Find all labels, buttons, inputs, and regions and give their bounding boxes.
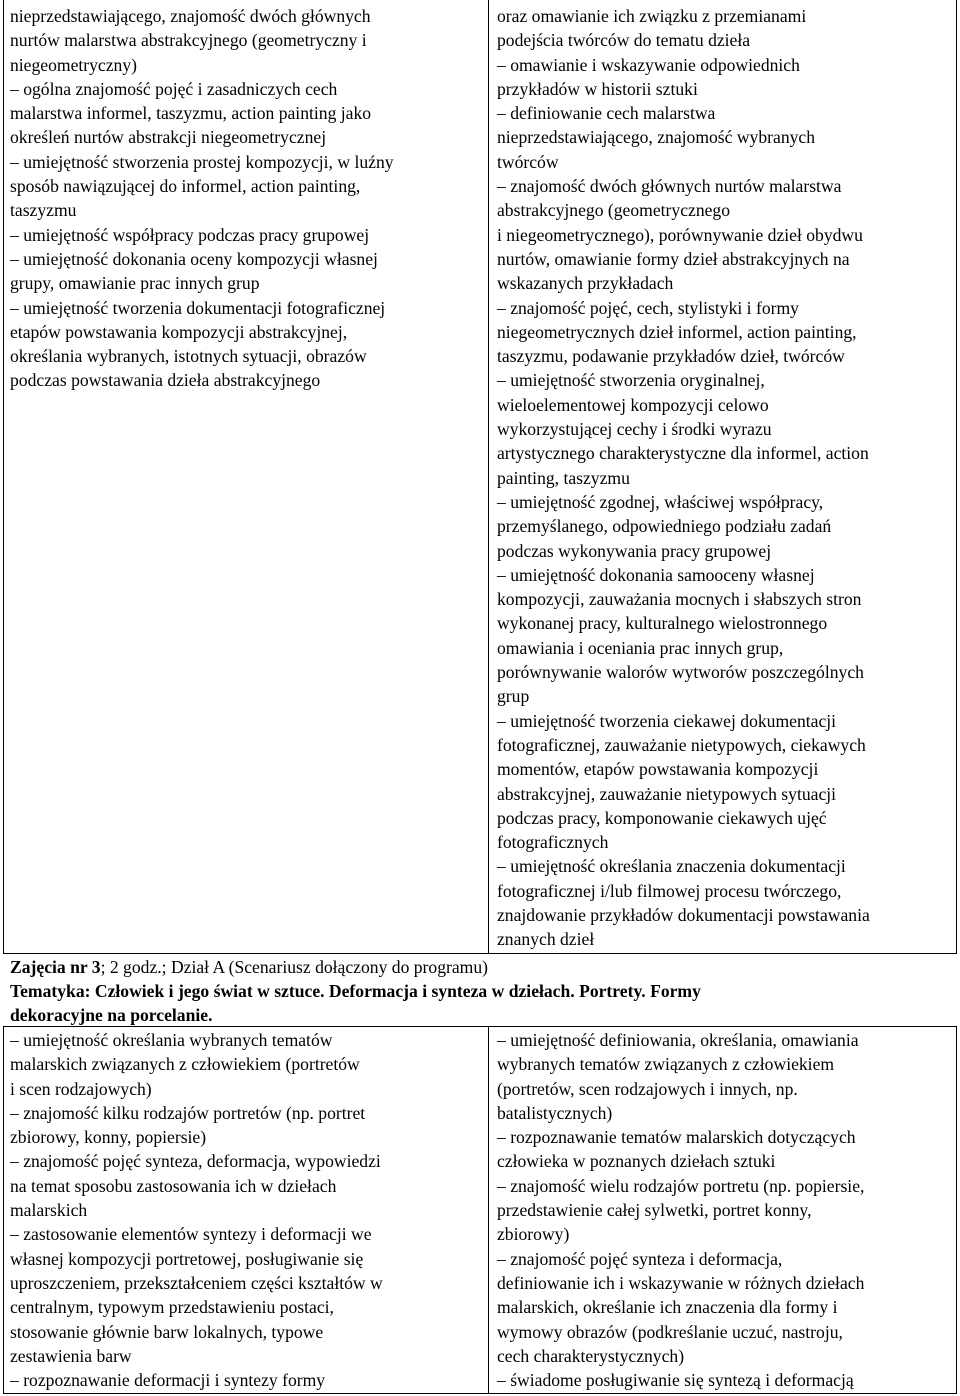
text-line: kompozycji, zauważania mocnych i słabszych stron: [497, 589, 862, 610]
table1-left-border: [3, 0, 4, 953]
text-line: – omawianie i wskazywanie odpowiednich: [497, 54, 800, 75]
text-line: malarskich, określanie ich znaczenia dla formy i: [497, 1297, 838, 1318]
table2-right-border: [956, 1026, 957, 1394]
text-line: podczas powstawania dzieła abstrakcyjnego: [10, 370, 321, 391]
text-line: – znajomość pojęć, cech, stylistyki i formy: [497, 297, 799, 318]
text-line: – umiejętność współpracy podczas pracy grupowej: [10, 224, 370, 245]
text-line: przykładów w historii sztuki: [497, 78, 698, 99]
text-line: fotograficznych: [497, 832, 609, 853]
table2-top-border: [3, 1026, 957, 1027]
text-line: nieprzedstawiającego, znajomość dwóch głównych: [10, 6, 371, 26]
text-line: zbiorowy): [497, 1224, 570, 1245]
text-line: malarskich związanych z człowiekiem (portretów: [10, 1054, 360, 1075]
text-line: etapów powstawania kompozycji abstrakcyjnej,: [10, 321, 348, 342]
text-line: uproszczeniem, przekształceniem części kształtów w: [10, 1272, 383, 1293]
text-line: niegeometrycznych dzieł informel, action painting,: [497, 321, 857, 342]
text-line: wymowy obrazów (podkreślanie uczuć, nastroju,: [497, 1321, 843, 1342]
text-line: niegeometryczny): [10, 54, 138, 75]
text-line: znanych dzieł: [497, 929, 595, 950]
text-line: cech charakterystycznych): [497, 1345, 685, 1366]
text-line: – umiejętność stworzenia oryginalnej,: [497, 370, 765, 391]
text-line: – definiowanie cech malarstwa: [497, 103, 716, 124]
text-line: – znajomość wielu rodzajów portretu (np. popiersie,: [497, 1175, 865, 1196]
text-line: – znajomość kilku rodzajów portretów (np. portret: [10, 1102, 366, 1123]
text-line: wykorzystującej cechy i środki wyrazu: [497, 419, 772, 440]
text-line: – umiejętność określania znaczenia dokumentacji: [497, 856, 846, 877]
text-line: taszyzmu: [10, 200, 77, 221]
text-line: nurtów, omawianie formy dzieł abstrakcyjnych na: [497, 248, 850, 269]
text-line: grup: [497, 686, 530, 707]
text-line: znajdowanie przykładów dokumentacji powstawania: [497, 904, 870, 925]
text-line: przemyślanego, odpowiedniego podziału zadań: [497, 516, 832, 537]
text-line: człowieka w poznanych dziełach sztuki: [497, 1151, 776, 1172]
text-line: podejścia twórców do tematu dzieła: [497, 30, 751, 51]
text-line: własnej kompozycji portretowej, posługiwanie się: [10, 1248, 364, 1269]
table1-middle-border: [488, 0, 489, 953]
text-line: podczas pracy, komponowanie ciekawych ujęć: [497, 807, 827, 828]
text-line: zbiorowy, konny, popiersie): [10, 1127, 207, 1148]
text-line: wybranych tematów związanych z człowiekiem: [497, 1054, 835, 1075]
text-line: malarstwa informel, taszyzmu, action painting jako: [10, 103, 372, 124]
lesson-info: ; 2 godz.; Dział A (Scenariusz dołączony do programu): [100, 957, 489, 977]
text-line: – rozpoznawanie tematów malarskich dotyczących: [497, 1127, 856, 1148]
text-line: nieprzedstawiającego, znajomość wybranych: [497, 127, 816, 148]
text-line: sposób nawiązującej do informel, action painting,: [10, 176, 361, 197]
text-line: oraz omawianie ich związku z przemianami: [497, 6, 807, 26]
text-line: malarskich: [10, 1200, 88, 1221]
text-line: – ogólna znajomość pojęć i zasadniczych cech: [10, 78, 338, 99]
text-line: – umiejętność tworzenia ciekawej dokumentacji: [497, 710, 837, 731]
text-line: definiowanie ich i wskazywanie w różnych dziełach: [497, 1272, 865, 1293]
text-line: artystycznego charakterystyczne dla informel, action: [497, 443, 869, 464]
text-line: – umiejętność dokonania oceny kompozycji własnej: [10, 248, 378, 269]
lesson-number: Zajęcia nr 3: [10, 957, 101, 977]
table1-bottom-border: [3, 953, 957, 954]
table1-left-cell: [0, 0, 490, 953]
text-line: zestawienia barw: [10, 1345, 132, 1366]
text-line: wykonanej pracy, kulturalnego wielostronnego: [497, 613, 828, 634]
text-line: nurtów malarstwa abstrakcyjnego (geometryczny i: [10, 30, 367, 51]
text-line: (portretów, scen rodzajowych i innych, np.: [497, 1078, 798, 1099]
text-line: podczas wykonywania pracy grupowej: [497, 540, 772, 561]
text-line: – umiejętność dokonania samooceny własnej: [497, 564, 815, 585]
text-line: – umiejętność określania wybranych tematów: [10, 1030, 333, 1050]
text-line: na temat sposobu zastosowania ich w dziełach: [10, 1175, 337, 1196]
text-line: i scen rodzajowych): [10, 1078, 152, 1099]
text-line: – umiejętność definiowania, określania, omawiania: [497, 1030, 859, 1050]
text-line: abstrakcyjnego (geometrycznego: [497, 200, 731, 221]
text-line: – umiejętność tworzenia dokumentacji fotograficznej: [10, 297, 386, 318]
text-line: określeń nurtów abstrakcji niegeometrycznej: [10, 127, 327, 148]
text-line: – umiejętność zgodnej, właściwej współpracy,: [497, 491, 824, 512]
text-line: i niegeometrycznego), porównywanie dzieł obydwu: [497, 224, 863, 245]
text-line: taszyzmu, podawanie przykładów dzieł, twórców: [497, 346, 845, 367]
table2-middle-border: [488, 1026, 489, 1394]
text-line: grupy, omawianie prac innych grup: [10, 273, 260, 294]
lesson-topic-line2: dekoracyjne na porcelanie.: [10, 1005, 213, 1025]
text-line: centralnym, typowym przedstawieniu postaci,: [10, 1297, 334, 1318]
table1-right-cell: [490, 0, 960, 953]
text-line: – umiejętność stworzenia prostej kompozycji, w luźny: [10, 151, 394, 172]
table2-left-cell: [0, 1026, 490, 1396]
text-line: wskazanych przykładach: [497, 273, 674, 294]
text-line: twórców: [497, 151, 559, 172]
text-line: porównywanie walorów wytworów poszczególnych: [497, 662, 864, 683]
text-line: momentów, etapów powstawania kompozycji: [497, 759, 819, 780]
table1-right-border: [956, 0, 957, 953]
text-line: – znajomość pojęć synteza, deformacja, wypowiedzi: [10, 1151, 381, 1172]
lesson-title: [0, 955, 960, 979]
text-line: fotograficznej i/lub filmowej procesu twórczego,: [497, 880, 842, 901]
text-line: omawiania i oceniania prac innych grup,: [497, 637, 784, 658]
text-line: – rozpoznawanie deformacji i syntezy formy: [10, 1370, 326, 1391]
text-line: przedstawienie całej sylwetki, portret konny,: [497, 1200, 812, 1221]
table2-left-border: [3, 1026, 4, 1394]
table2-right-cell: [490, 1026, 960, 1396]
lesson-topic-line1: Tematyka: Człowiek i jego świat w sztuce. Deformacja i synteza w dziełach. Portrety. Formy: [10, 981, 701, 1001]
text-line: stosowanie głównie barw lokalnych, typowe: [10, 1321, 324, 1342]
text-line: określania wybranych, istotnych sytuacji, obrazów: [10, 346, 367, 367]
text-line: – znajomość pojęć synteza i deformacja,: [497, 1248, 783, 1269]
text-line: – świadome posługiwanie się syntezą i deformacją: [497, 1370, 854, 1391]
text-line: abstrakcyjnej, zauważanie nietypowych sytuacji: [497, 783, 837, 804]
text-line: wieloelementowej kompozycji celowo: [497, 394, 769, 415]
text-line: batalistycznych): [497, 1102, 613, 1123]
text-line: – znajomość dwóch głównych nurtów malarstwa: [497, 176, 842, 197]
text-line: fotograficznej, zauważanie nietypowych, ciekawych: [497, 734, 866, 755]
table2-bottom-border: [3, 1393, 957, 1394]
text-line: – zastosowanie elementów syntezy i deformacji we: [10, 1224, 372, 1245]
text-line: painting, taszyzmu: [497, 467, 630, 488]
